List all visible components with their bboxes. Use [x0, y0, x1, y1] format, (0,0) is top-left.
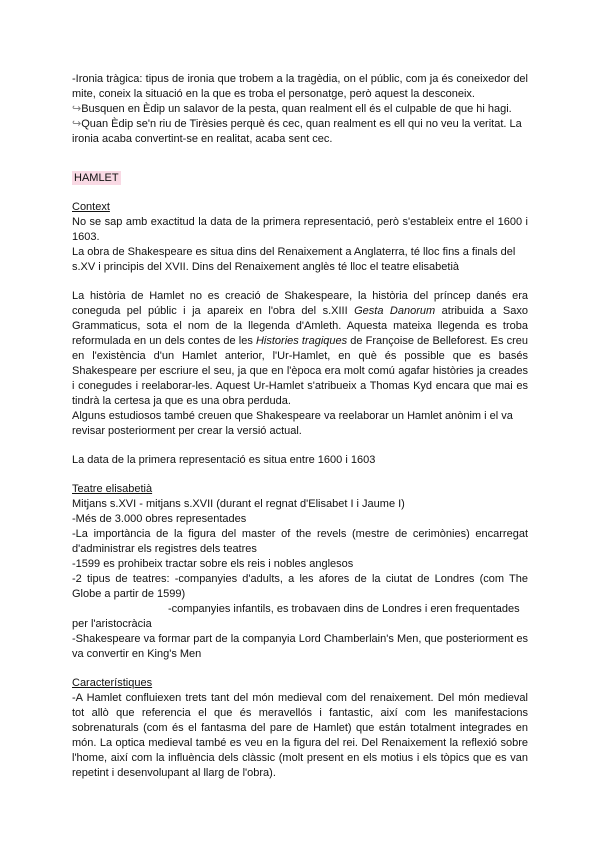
caracteristiques-paragraph: -A Hamlet confluiexen trets tant del món medieval com del renaixement. Del món medieval tot allò que referencia el que és meravellós i fantastic, així com les manifestacions sobrenaturals (com és el fantasma del pare de Hamlet) que están totalment integrades en món. La optica medieval també es veu en la figura del rei. Del Renaixement la reflexió sobre l'home, així com la influència dels clàssic (molt present en els motius i els tòpics que es van repetint i desenvolupant al llarg de l'obra). — [72, 692, 528, 779]
teatre-heading: Teatre elisabetià — [72, 483, 153, 495]
hamlet-title-text: HAMLET — [74, 172, 119, 184]
teatre-line-4: -1599 es prohibeix tractar sobre els reis i nobles anglesos — [72, 558, 354, 570]
teatre-line-7: -Shakespeare va formar part de la companyia Lord Chamberlain's Men, que posteriorment es va convertir en King's Men — [72, 633, 528, 660]
histories-tragiques-title: Histories tragiques — [255, 335, 348, 347]
edip-example-1-text: Busquen en Èdip un salavor de la pesta, quan realment ell és el culpable de que hi hagi. — [81, 103, 512, 115]
context-p3-part-a: La història de Hamlet no es creació de Shakespeare, la història del príncep danés era coneguda pel públic i ja apareix en l'obra del s.XIII — [72, 290, 528, 317]
teatre-line-1: Mitjans s.XVI - mitjans s.XVII (durant el regnat d'Elisabet I i Jaume I) — [72, 498, 405, 510]
context-paragraph-5: La data de la primera representació es situa entre 1600 i 1603 — [72, 454, 376, 466]
teatre-line-6a: -companyies infantils, es trobavaen dins de Londres i eren frequentades — [168, 603, 520, 615]
teatre-line-3: -La importància de la figura del master of the revels (mestre de cerimònies) encarregat d'administrar els registres dels teatres — [72, 528, 528, 555]
arrow-icon: ↪ — [72, 118, 82, 130]
teatre-line-6b: per l'aristocràcia — [72, 618, 152, 630]
edip-example-2-text: Quan Èdip se'n riu de Tirèsies perquè és cec, quan realment es ell qui no veu la veritat. La ironia acaba convertint-se en realitat, acaba sent cec. — [72, 118, 522, 145]
edip-example-2 — [72, 117, 528, 147]
ironia-tragica-paragraph: -Ironia tràgica: tipus de ironia que trobem a la tragèdia, on el públic, com ja és coneixedor del mite, coneix la situació en la que es troba el personatge, però aquest la desconeix. — [72, 73, 528, 100]
caracteristiques-heading: Característiques — [72, 677, 153, 689]
document-body — [72, 72, 528, 781]
context-paragraph-3 — [72, 289, 528, 409]
hamlet-title — [72, 171, 528, 186]
arrow-icon: ↪ — [72, 103, 82, 115]
context-p3-part-b: atribuida a Saxo Grammaticus, sota el nom de la llegenda d'Amleth. Aquesta mateixa llegenda es troba reformulada en un dels contes de les — [72, 305, 528, 347]
context-paragraph-1: No se sap amb exactitud la data de la primera representació, però s'estableix entre el 1600 i 1603. — [72, 216, 528, 243]
edip-example-1 — [72, 102, 528, 117]
teatre-line-5: -2 tipus de teatres: -companyies d'adults, a les afores de la ciutat de Londres (com The Globe a partir de 1599) — [72, 573, 528, 600]
gesta-danorum-title: Gesta Danorum — [354, 305, 436, 317]
context-paragraph-2: La obra de Shakespeare es situa dins del Renaixement a Anglaterra, té lloc fins a finals del s.XV i principis del XVII. Dins del Renaixement anglès té lloc el teatre elisabetià — [72, 246, 516, 273]
context-paragraph-4: Alguns estudiosos també creuen que Shakespeare va reelaborar un Hamlet anònim i el va revisar posteriorment per crear la versió actual. — [72, 410, 513, 437]
context-heading: Context — [72, 201, 110, 213]
context-p3-part-c: de Françoise de Belleforest. Es creu en l'existència d'un Hamlet anterior, l'Ur-Hamlet, en què és possible que es basés Shakespeare per escriure el seu, ja que en l'època era molt comú agafar històries ja creades i conegudes i reelaborar-les. Aquest Ur-Hamlet s'atribueix a Thomas Kyd encara que mai es tindrà la certesa ja que es una obra perduda. — [72, 335, 528, 407]
teatre-line-2: -Més de 3.000 obres representades — [72, 513, 247, 525]
